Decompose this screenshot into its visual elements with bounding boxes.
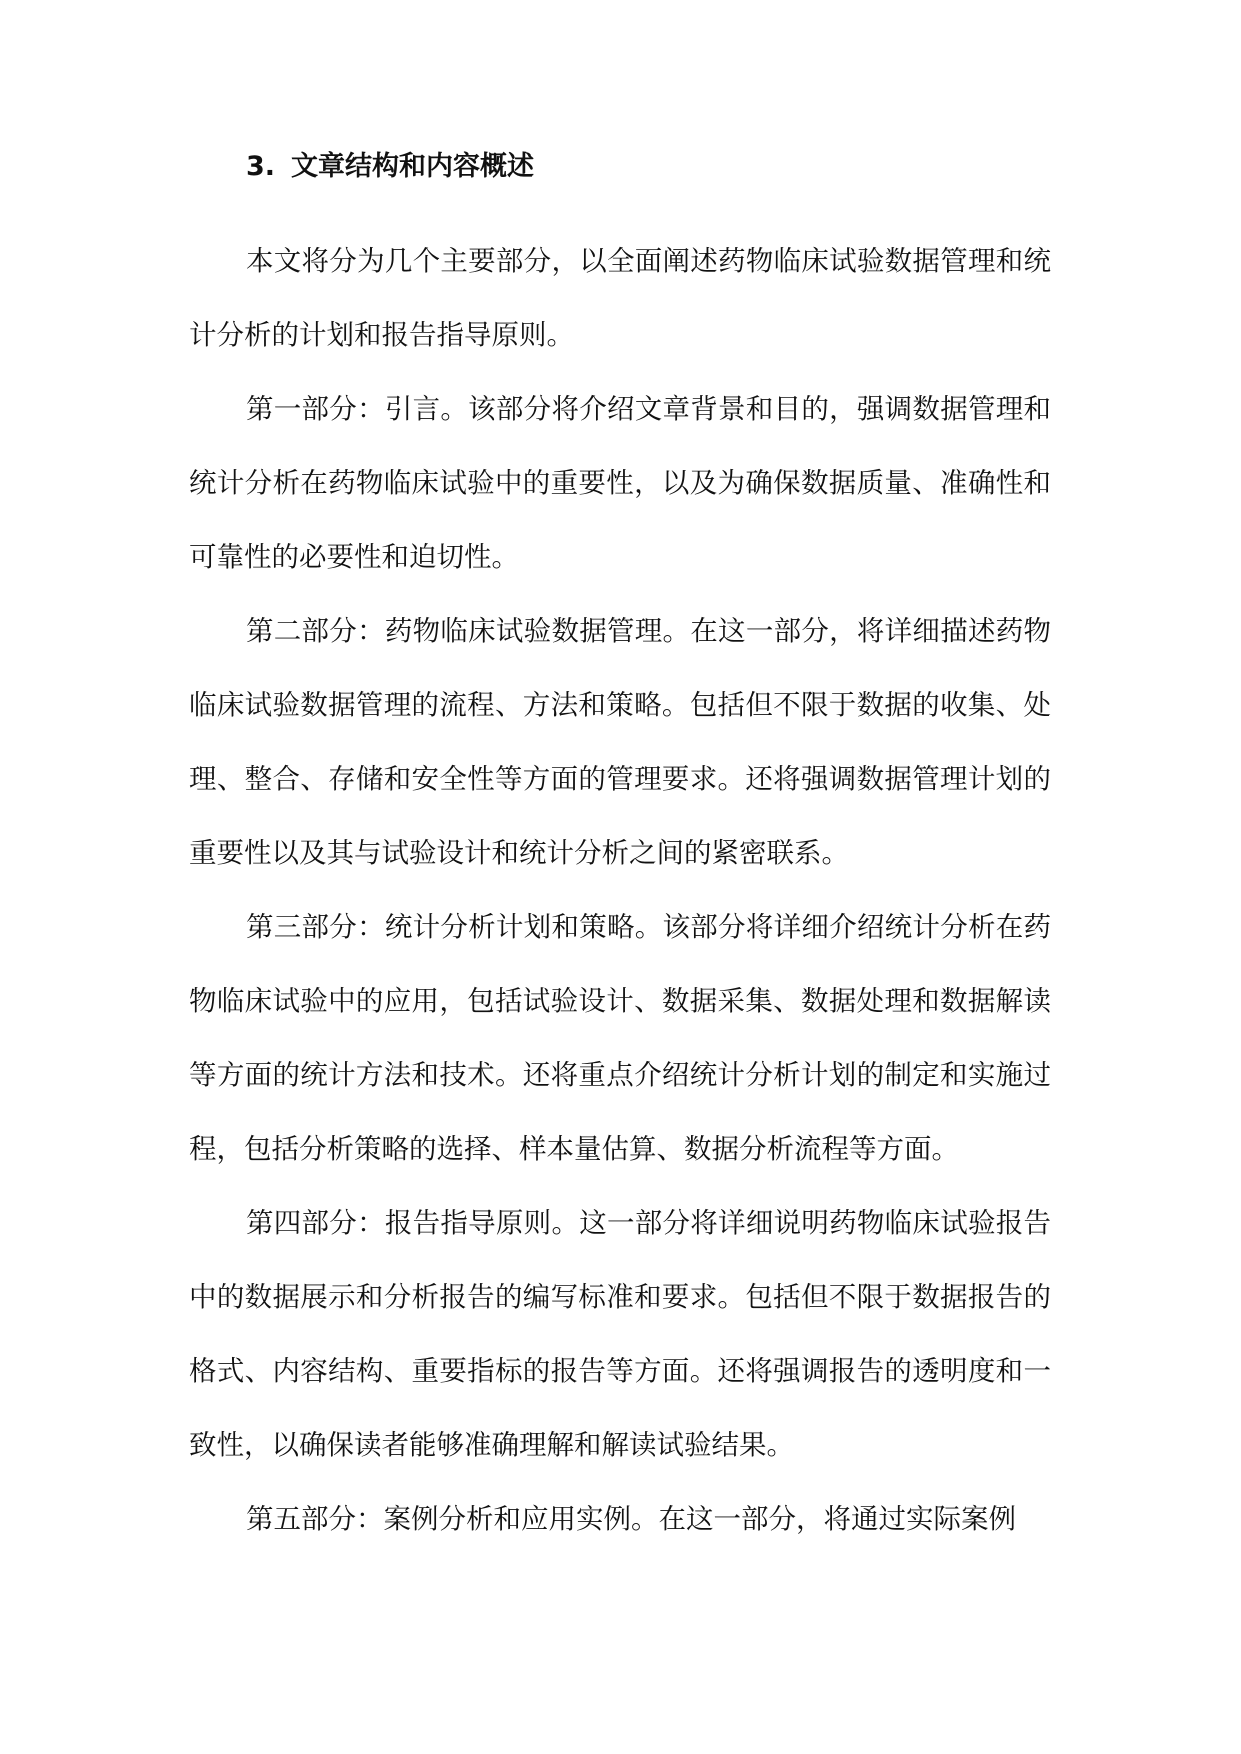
paragraph-part-four: 第四部分：报告指导原则。这一部分将详细说明药物临床试验报告中的数据展示和分析报告的编写标准和要求。包括但不限于数据报告的格式、内容结构、重要指标的报告等方面。还将强调报告的透明度和一致性，以确保读者能够准确理解和解读试验结果。 (189, 1207, 1051, 1461)
paragraph-part-five: 第五部分：案例分析和应用实例。在这一部分，将通过实际案例 (246, 1503, 1016, 1535)
section-heading (246, 148, 1051, 186)
section-title: 文章结构和内容概述 (291, 151, 535, 182)
paragraph-overview: 本文将分为几个主要部分，以全面阐述药物临床试验数据管理和统计分析的计划和报告指导原则。 (189, 245, 1051, 351)
paragraph-part-three: 第三部分：统计分析计划和策略。该部分将详细介绍统计分析在药物临床试验中的应用，包括试验设计、数据采集、数据处理和数据解读等方面的统计方法和技术。还将重点介绍统计分析计划的制定和实施过程，包括分析策略的选择、样本量估算、数据分析流程等方面。 (189, 911, 1051, 1165)
section-number: 3. (246, 151, 276, 182)
paragraph-part-two: 第二部分：药物临床试验数据管理。在这一部分，将详细描述药物临床试验数据管理的流程、方法和策略。包括但不限于数据的收集、处理、整合、存储和安全性等方面的管理要求。还将强调数据管理计划的重要性以及其与试验设计和统计分析之间的紧密联系。 (189, 615, 1051, 869)
page-content (189, 148, 1051, 1556)
paragraph-part-one: 第一部分：引言。该部分将介绍文章背景和目的，强调数据管理和统计分析在药物临床试验中的重要性，以及为确保数据质量、准确性和可靠性的必要性和迫切性。 (189, 393, 1051, 573)
